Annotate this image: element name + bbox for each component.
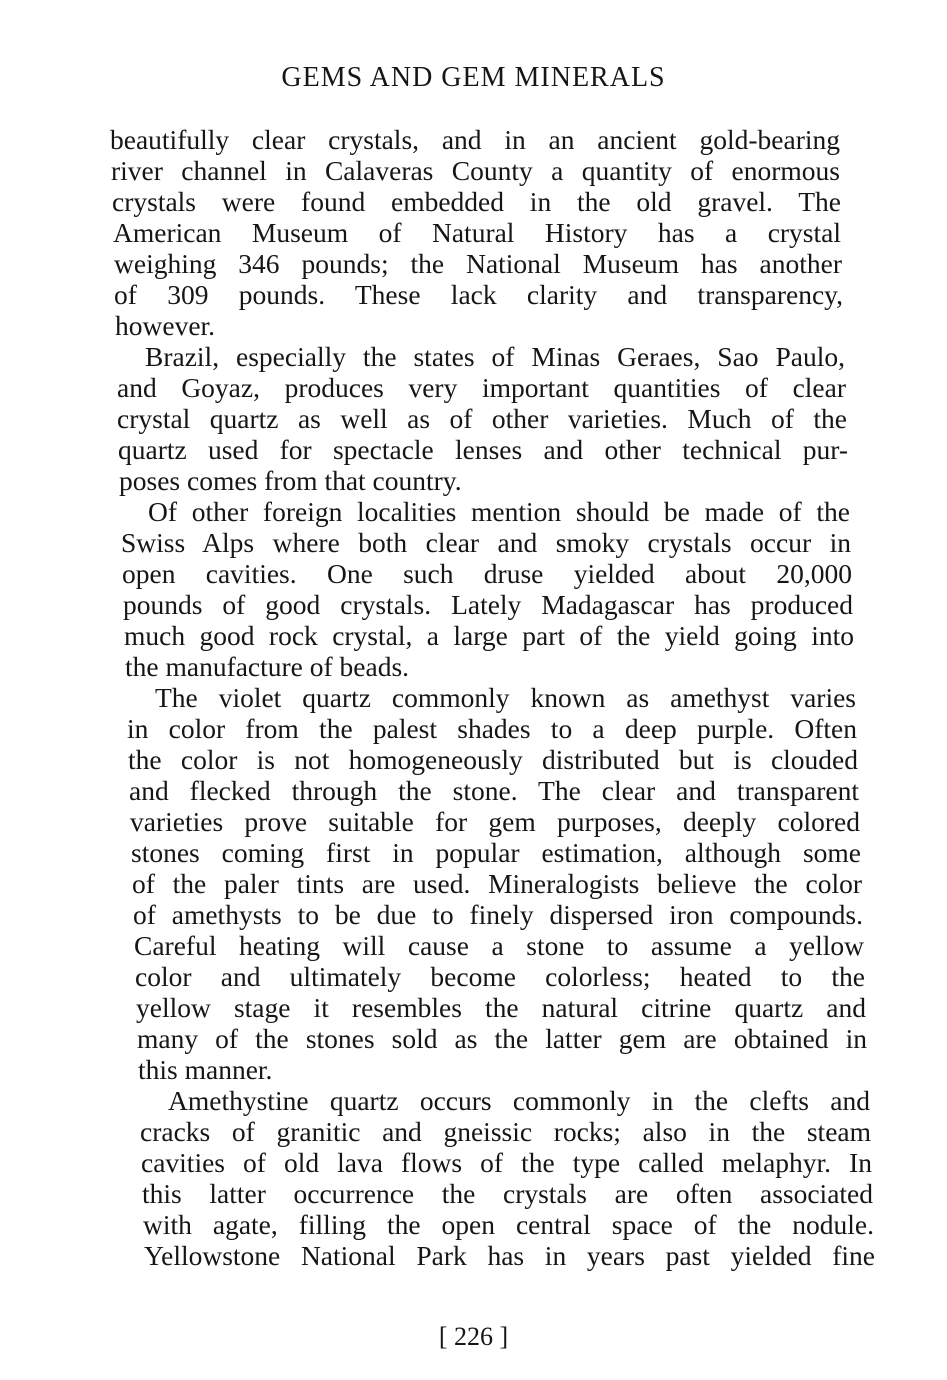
text-line: American Museum of Natural History has a crystal <box>113 217 841 248</box>
running-head: GEMS AND GEM MINERALS <box>281 62 666 93</box>
text-line: cracks of granitic and gneissic rocks; also in the steam <box>140 1116 871 1147</box>
text-line: Brazil, especially the states of Minas Geraes, Sao Paulo, <box>145 341 845 372</box>
page-number: [ 226 ] <box>438 1322 509 1351</box>
text-line: The violet quartz commonly known as amethyst varies <box>155 682 856 713</box>
text-line: color and ultimately become colorless; heated to the <box>135 961 865 992</box>
text-line: river channel in Calaveras County a quantity of enormous <box>111 155 840 186</box>
text-line: cavities of old lava flows of the type called melaphyr. In <box>141 1147 872 1178</box>
text-line: and flecked through the stone. The clear and transparent <box>129 775 859 806</box>
text-line: of the paler tints are used. Mineralogists believe the color <box>132 868 862 899</box>
text-line: of 309 pounds. These lack clarity and transparency, <box>114 279 843 310</box>
text-line: Amethystine quartz occurs commonly in the clefts and <box>168 1085 870 1116</box>
text-line: quartz used for spectacle lenses and other technical pur- <box>118 434 848 465</box>
text-line: Of other foreign localities mention should be made of the <box>148 496 850 527</box>
text-line: much good rock crystal, a large part of the yield going into <box>124 620 854 651</box>
text-line: beautifully clear crystals, and in an ancient gold-bearing <box>110 124 840 155</box>
text-line: Swiss Alps where both clear and smoky crystals occur in <box>121 527 851 558</box>
text-line: poses comes from that country. <box>119 465 462 496</box>
text-line: stones coming first in popular estimation, although some <box>131 837 861 868</box>
text-line: the manufacture of beads. <box>125 651 410 682</box>
text-line: the color is not homogeneously distributed but is clouded <box>128 744 858 775</box>
text-line: this latter occurrence the crystals are often associated <box>142 1178 873 1209</box>
text-line: weighing 346 pounds; the National Museum has another <box>114 248 842 279</box>
text-line: Careful heating will cause a stone to assume a yellow <box>134 930 864 961</box>
text-line: open cavities. One such druse yielded about 20,000 <box>122 558 852 589</box>
text-line: Yellowstone National Park has in years past yielded fine <box>144 1240 875 1271</box>
text-line: pounds of good crystals. Lately Madagascar has produced <box>123 589 853 620</box>
text-line: crystals were found embedded in the old gravel. The <box>112 186 841 217</box>
text-line: in color from the palest shades to a deep purple. Often <box>127 713 857 744</box>
text-line: crystal quartz as well as of other varieties. Much of the <box>117 403 847 434</box>
text-line: and Goyaz, produces very important quantities of clear <box>117 372 846 403</box>
text-line: this manner. <box>138 1054 273 1085</box>
text-line: yellow stage it resembles the natural citrine quartz and <box>136 992 866 1023</box>
text-line: varieties prove suitable for gem purposes, deeply colored <box>130 806 860 837</box>
text-line: many of the stones sold as the latter gem are obtained in <box>137 1023 867 1054</box>
text-line: however. <box>115 310 216 341</box>
text-line: of amethysts to be due to finely dispersed iron compounds. <box>133 899 863 930</box>
text-line: with agate, filling the open central space of the nodule. <box>143 1209 874 1240</box>
